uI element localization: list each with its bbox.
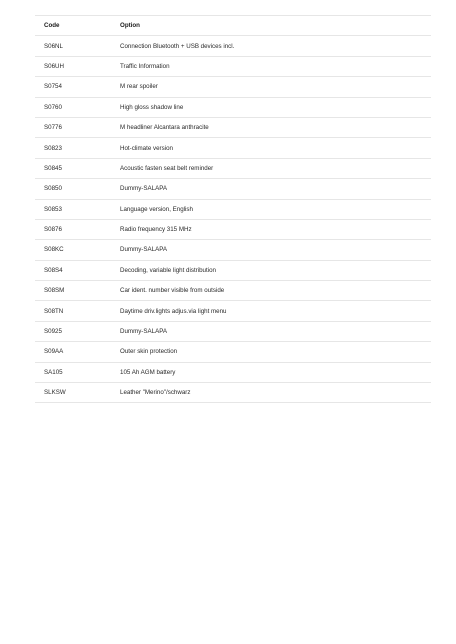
option-description-cell: Dummy-SALAPA <box>111 321 431 341</box>
option-code-cell: S08TN <box>35 301 111 321</box>
table-row <box>35 77 431 97</box>
option-code-cell: SLKSW <box>35 383 111 403</box>
option-description-cell: Leather "Merino"/schwarz <box>111 383 431 403</box>
option-code-cell: S09AA <box>35 342 111 362</box>
table-header-row <box>35 16 431 36</box>
table-row <box>35 260 431 280</box>
option-code-cell: S0925 <box>35 321 111 341</box>
table-row <box>35 199 431 219</box>
option-code-cell: SA105 <box>35 362 111 382</box>
option-code-cell: S06NL <box>35 36 111 56</box>
table-row <box>35 36 431 56</box>
option-code-cell: S0876 <box>35 219 111 239</box>
table-row <box>35 158 431 178</box>
table-row <box>35 240 431 260</box>
option-description-cell: Language version, English <box>111 199 431 219</box>
column-header-option: Option <box>111 16 431 36</box>
option-description-cell: Traffic Information <box>111 56 431 76</box>
option-description-cell: Acoustic fasten seat belt reminder <box>111 158 431 178</box>
option-description-cell: Decoding, variable light distribution <box>111 260 431 280</box>
table-row <box>35 117 431 137</box>
table-body <box>35 36 431 403</box>
options-table <box>35 15 431 403</box>
table-row <box>35 56 431 76</box>
option-code-cell: S0850 <box>35 179 111 199</box>
option-code-cell: S0823 <box>35 138 111 158</box>
table-row <box>35 321 431 341</box>
table-row <box>35 97 431 117</box>
option-code-cell: S08S4 <box>35 260 111 280</box>
table-row <box>35 342 431 362</box>
table-row <box>35 383 431 403</box>
column-header-code: Code <box>35 16 111 36</box>
option-description-cell: High gloss shadow line <box>111 97 431 117</box>
table-row <box>35 138 431 158</box>
option-description-cell: Hot-climate version <box>111 138 431 158</box>
option-code-cell: S0776 <box>35 117 111 137</box>
option-description-cell: Radio frequency 315 MHz <box>111 219 431 239</box>
option-description-cell: M rear spoiler <box>111 77 431 97</box>
table-row <box>35 362 431 382</box>
option-code-cell: S0853 <box>35 199 111 219</box>
option-description-cell: Connection Bluetooth + USB devices incl. <box>111 36 431 56</box>
option-description-cell: Daytime driv.lights adjus.via light menu <box>111 301 431 321</box>
option-description-cell: Dummy-SALAPA <box>111 240 431 260</box>
option-code-cell: S08SM <box>35 281 111 301</box>
table-row <box>35 179 431 199</box>
option-description-cell: M headliner Alcantara anthracite <box>111 117 431 137</box>
option-description-cell: Car ident. number visible from outside <box>111 281 431 301</box>
table-row <box>35 219 431 239</box>
option-code-cell: S0845 <box>35 158 111 178</box>
option-code-cell: S0754 <box>35 77 111 97</box>
option-description-cell: 105 Ah AGM battery <box>111 362 431 382</box>
option-code-cell: S06UH <box>35 56 111 76</box>
option-description-cell: Dummy-SALAPA <box>111 179 431 199</box>
option-description-cell: Outer skin protection <box>111 342 431 362</box>
table-row <box>35 281 431 301</box>
option-code-cell: S0760 <box>35 97 111 117</box>
table-row <box>35 301 431 321</box>
option-code-cell: S08KC <box>35 240 111 260</box>
